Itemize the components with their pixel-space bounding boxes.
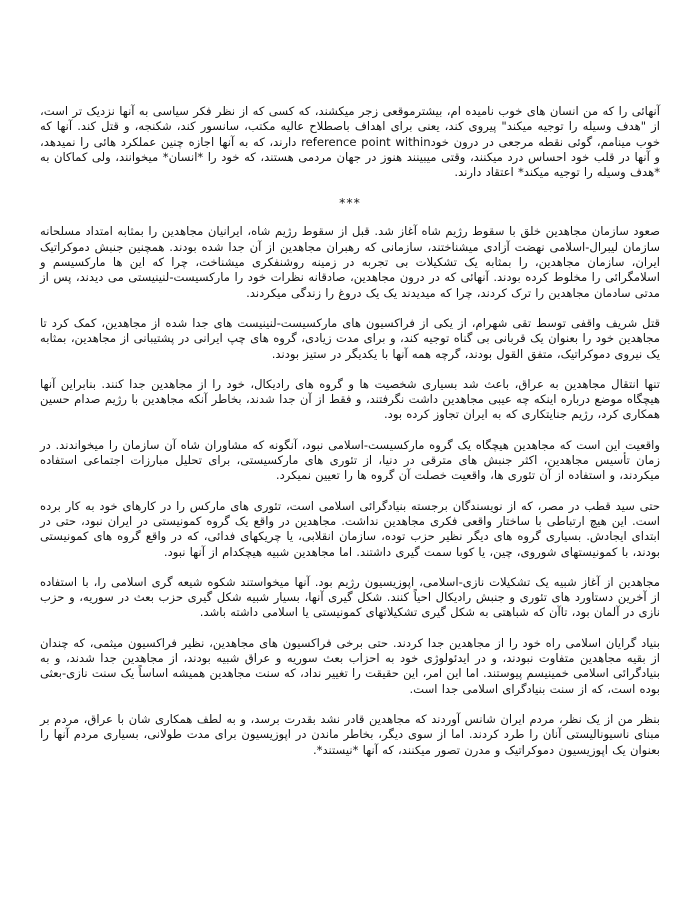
paragraph: بنیاد گرایان اسلامی راه خود را از مجاهدین جدا کردند. حتی برخی فراکسیون های مجاهدین، نظیر فراکسیون میثمی، که چندان از بقیه مجاهدین متفاوت نبودند، و در ایدئولوژی خود به احزاب بعث سوریه و عراق شبیه بودند، از مجاهدین جدا شدند، و به بنیادگرائی اسلامی خمینیسم پیوستند. اما این امر، این حقیقت را تغییر نداد، که سنت مجاهدین همیشه اساساً یک سنت نازی-بعثی بوده است، که از سنت بنیادگرای اسلامی جدا است. (40, 635, 660, 696)
paragraph: قتل شریف واقفی توسط تقی شهرام، از یکی از فراکسیون های مارکسیست-لنینیست های جدا شده از مجاهدین، کمک کرد تا مجاهدین خود را بعنوان یک قربانی بی گناه توجیه کند، و برای مدت زیادی، گروه های چپ ایرانی در پشتیبانی از مجاهدین، بمثابه یک نیروی دموکراتیک، متفق القول بودند، گرچه همه آنها با یکدیگر در ستیز بودند. (40, 315, 660, 361)
paragraph: بنظر من از یک نظر، مردم ایران شانس آوردند که مجاهدین قادر نشد بقدرت برسد، و به لطف همکاری شان با عراق، مردم بر مبنای ناسیونالیستی آنان را طرد کردند. اما از سوی دیگر، بخاطر ماندن در اپوزیسیون برای مدت طولانی، بسیاری مردم آنها را بعنوان یک اپوزیسیون دموکراتیک و مدرن تصور میکنند، که آنها *نیستند*. (40, 711, 660, 757)
paragraph: واقعیت این است که مجاهدین هیچگاه یک گروه مارکسیست-اسلامی نبود، آنگونه که مشاوران شاه آن سازمان را میخواندند. در زمان تأسیس مجاهدین، اکثر جنبش های مترقی در دنیا، از تئوری های مارکسیستی، برای تحلیل مبارزات اجتماعی استفاده میکردند، و استفاده از آن تئوری ها، واقعیت خصلت آن گروه ها را تعیین نمیکرد. (40, 437, 660, 483)
paragraph: تنها انتقال مجاهدین به عراق، باعث شد بسیاری شخصیت ها و گروه های رادیکال، خود را از مجاهدین جدا کنند. بنابراین آنها هیچگاه موضع درباره اینکه چه عیبی مجاهدین داشت نگرفتند، و فقط از آن جدا شدند، بخاطر آنکه مجاهدین با رژیم صدام حسین همکاری کرد، رژیم جنایتکاری که به ایران تجاوز کرده بود. (40, 376, 660, 422)
paragraph: آنهائی را که من انسان های خوب نامیده ام، بیشترموقعی زجر میکشند، که کسی که از نظر فکر سیاسی به آنها نزدیک تر است، از "هدف وسیله را توجیه میکند" پیروی کند، یعنی برای اهداف باصطلاح عالیه مکتب، سانسور کند، شکنجه، و قتل کند. آنها که خوب مینامم، گوئی نقطه مرجعی در درون خودreference point within دارند، که به آنها اجازه چنین عملکرد هائی را نمیدهد، و آنها در قلب خود احساس درد میکنند، وقتی میبینند هنوز در جهان مردمی هستند، که خود را *انسان* میخوانند، ولی کماکان به *هدف وسیله را توجیه میکند* اعتقاد دارند. (40, 104, 660, 180)
paragraph: صعود سازمان مجاهدین خلق با سقوط رژیم شاه آغاز شد. قبل از سقوط رژیم شاه، ایرانیان مجاهدین را بمثابه امتداد مسلحانه سازمان لیبرال-اسلامی نهضت آزادی میشناختند، سازمانی که رهبران مجاهدین از آن جدا شده بودند. همچنین جنبش دموکراتیک ایران، سازمان مجاهدین، را بمثابه یک تشکیلات بی تجربه در زمینه روشنفکری میشناخت، چرا که این ها مارکسیسم و اسلامگرائی را مخلوط کرده بودند. آنهائی که در درون مجاهدین، صادقانه نظرات خود را مارکسیست-لنینیستی می دیدند، پس از مدتی سادمان مجاهدین را ترک کردند، چرا که میدیدند یک یک دروغ را زندگی میکردند. (40, 224, 660, 300)
paragraph: مجاهدین از آغاز شبیه یک تشکیلات نازی-اسلامی، اپوزیسیون رژیم بود. آنها میخواستند شکوه شیعه گری اسلامی را، با استفاده از آخرین دستاورد های تئوری و جنبش رادیکال احیاً کنند. شکل گیری آنها، بسیار شبیه شکل گیری حزب بعث در سوریه، و حزب نازی در آلمان بود، تاآن که شباهتی به شکل گیری تشکیلاتهای کمونیستی یا اسلامی داشته باشد. (40, 574, 660, 620)
document-body (40, 104, 660, 758)
paragraph: حتی سید قطب در مصر، که از نویسندگان برجسته بنیادگرائی اسلامی است، تئوری های مارکس را در کارهای خود به کار برده است. این هیچ ارتباطی با ساختار واقعی فکری مجاهدین نداشت. مجاهدین در واقع یک گروه کمونیستی در ایران نبود، حتی در ابتدای ایجادش. بسیاری گروه های دیگر نظیر حزب توده، سازمان انقلابی، یا چریکهای فدائی، که در واقع گروه های کمونیستی بودند، با کمونیستهای شوروی، چین، یا کوبا سمت گیری داشتند. اما مجاهدین شبیه هیچکدام از آنها نبود. (40, 498, 660, 559)
section-separator: *** (339, 195, 361, 211)
